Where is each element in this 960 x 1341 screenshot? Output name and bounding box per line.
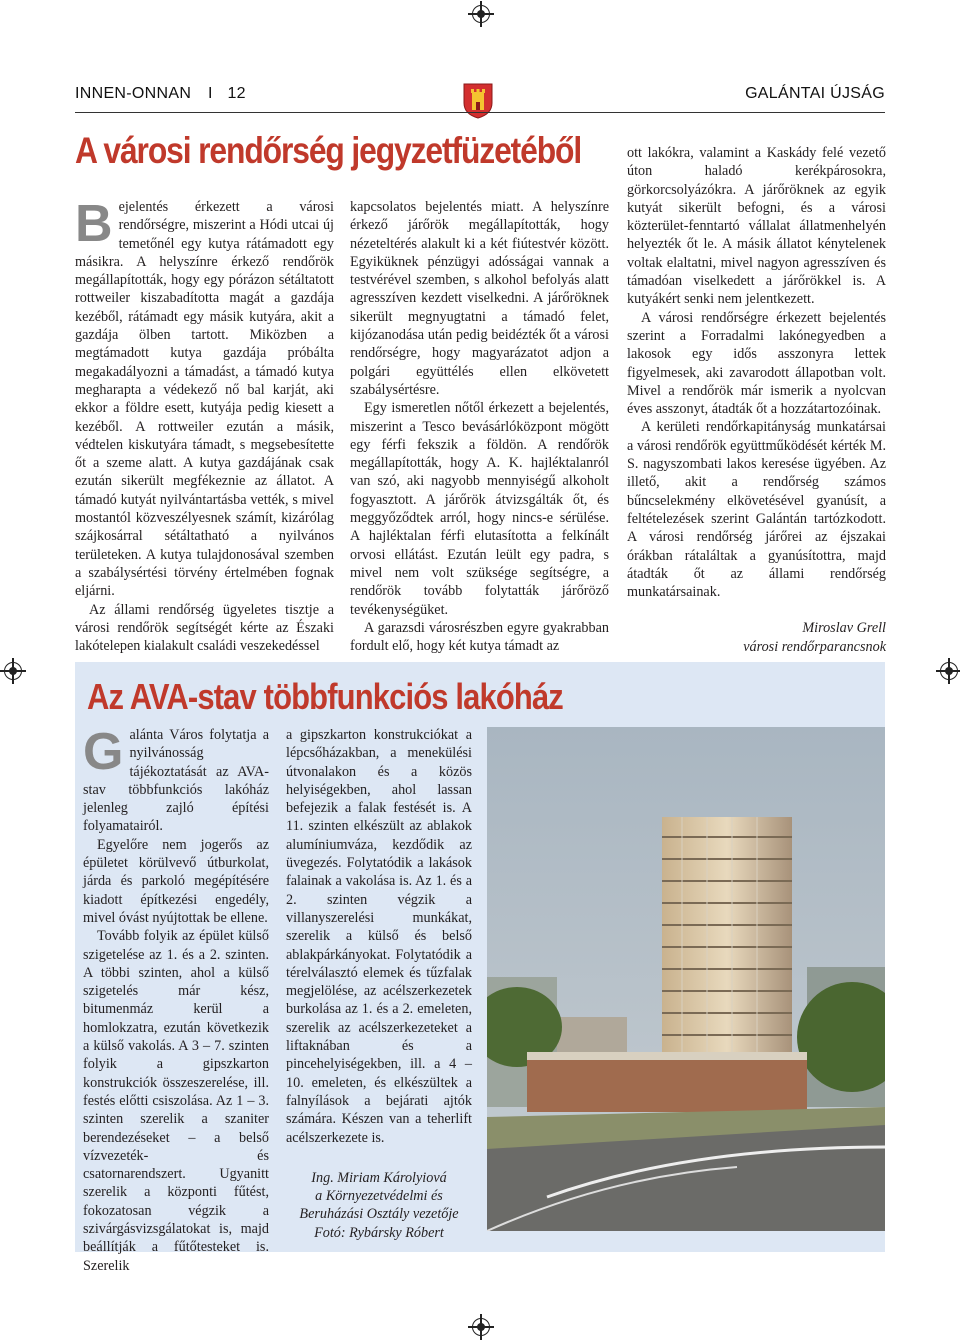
drop-cap: B (75, 195, 113, 253)
author-name: Ing. Miriam Károlyiová (311, 1169, 447, 1186)
building-photo-illustration (487, 727, 885, 1231)
city-crest-icon (463, 83, 493, 119)
paragraph: A kerületi rendőrkapitányság munkatársai a városi rendőrök együttműködését kérték M. S. nagyszombati lakos keresése ügyében. Az illető, akit a rendőrség számos bűncselekmény elkövetésével gyanúsít, a feltételezések szerint Galántán tartózkodott. A városi rendőrség járőrei az éjszakai órákban rátaláltak a gyanúsítottra, majd átadták őt az állami rendőrség munkatársainak. (627, 419, 886, 601)
article1-column-1 (75, 195, 334, 655)
paragraph: A garazsdi városrészben egyre gyakrabban fordult elő, hogy két kutya támadt az (350, 619, 609, 655)
running-header-left (75, 85, 246, 103)
building-photo (487, 727, 885, 1231)
article2-box (75, 662, 885, 1274)
header-separator: I (207, 85, 213, 102)
registration-mark-icon (4, 662, 22, 680)
paragraph: Bejelentés érkezett a városi rendőrségre, miszerint a Hódi utcai új temetőnél egy kutya rátámadott egy másikra. A helyszínre érkező rendőrök megállapították, hogy egy pórázon sétáltatott rottweiler kiszabadította magát a gazdája kezéből, rátámadt egy másik kutyára, akit a gazdája ölben tartott. Miközben a megtámadott kutya gazdája próbálta megakadályozni a támadást, a támadó kutya megharapta a védekező nő bal karját, aki ekkor a földre esett, kutyája pedig kiesett a kezéből. A rottweiler ezután a másik, védtelen kiskutyára támadt, s megsebesítette őt a szeme alatt. A kutya gazdájának csak ezután sikerült megfékeznie az állatot. A támadó kutyát nyilvántartásba vették, s mivel mostantól közveszélyesnek számít, kizárólag szájkosárral sétáltatható a nyilvános területeken. A kutya tulajdonosával szemben a szabálysértési törvény értelmében fognak eljárni. (75, 195, 334, 600)
article-title: A városi rendőrség jegyzetfüzetéből (75, 130, 582, 171)
section-name: INNEN-ONNAN (75, 85, 192, 102)
registration-mark-icon (940, 662, 958, 680)
page-number: 12 (227, 85, 246, 102)
paragraph: kapcsolatos bejelentés miatt. A helyszínre érkező járőrök megállapították, hogy nézeteltérés alakult ki a két fiútestvér között. Egyiküknek pénzügyi adósságai vannak a testvérével szemben, s alkohol befolyás alatt agresszíven kezdett viselkedni. A járőröknek sikerült megnyugtatni a támadó felet, kijózanodása után pedig beidézték őt a városi rendőrségre, hogy magyarázatot adjon a polgári együttélés ellen elkövetett szabálysértésre. (350, 199, 609, 398)
paragraph: A városi rendőrségre érkezett bejelentés szerint a Forradalmi lakónegyedben a lakosok egy idős asszonyra lettek figyelmesek, aki zavarodott állapotban volt. Mivel a rendőrök már ismerik a nyolcvan éves asszonyt, átadták őt a hozzátartozóinak. (627, 309, 886, 418)
paragraph: a gipszkarton konstrukciókat a lépcsőházakban, a menekülési útvonalakon és a közös helyiségekben, ahol lassan befejezik a falak festését is. A 11. szinten elkészült az ablakok alumíniumváza, kezdődik az üvegezés. Folytatódik a lakások falainak a vakolása is. Az 1. és a 2. szinten végzik a villanyszerelési munkákat, szerelik a külső és belső ablakpárkányokat. Folytatódik a térelválasztó elemek és tűzfalak megjelölése, az acélszerkezetek burkolása az 1. és a 2. emeleten, szerelik az acélszerkezeteket a liftaknában és a pincehelyiségekben, ill. a 4 – 10. emeleten, és elkészültek a falnyílások a bejárati ajtók számára. Készen van a teherlift acélszerkezete is. (286, 727, 472, 1146)
article1-column-2 (350, 198, 609, 655)
paragraph: ott lakókra, valamint a Kaskády felé vezető úton haladó kerékpárosokra, görkorcsolyázókra. A járőröknek az egyik kutyát sikerült befogni, és a városi közterület-fenntartó vállalat állatmenhelyén helyezték őt le. A másik állatot kénytelenek voltak elaltatni, mivel nagyon agresszíven és támadóan viselkedett a járőrökkel is. A kutyákért senki nem jelentkezett. (627, 145, 886, 308)
article-title: Az AVA-stav többfunkciós lakóház (87, 676, 563, 717)
paragraph: Egyelőre nem jogerős az épületet körülvevő útburkolat, járda és parkoló megépítésére kiadott építkezési engedély, mivel óvást nyújtottak be ellene. (83, 836, 269, 926)
paragraph: Egy ismeretlen nőtől érkezett a bejelentés, miszerint a Tesco bevásárlóközpont mögött egy férfi fekszik a földön. A rendőrök megállapították, hogy A. K. hajléktalanról van szó, aki nagyobb mennyiségű alkoholt fogyasztott. A járőrök átvizsgálták őt, és meggyőződtek arról, hogy nincs-e sérülése. A hajléktalan férfi elutasította a felkínált orvosi ellátást. Ezután leült egy padra, s mivel nem volt szüksége segítségre, a rendőrök tovább folytatták járőröző tevékenységüket. (350, 400, 609, 618)
article1-column-3 (627, 144, 886, 656)
author-title: városi rendőrparancsnok (743, 638, 886, 655)
author-title: a Környezetvédelmi és Beruházási Osztály vezetője (299, 1188, 459, 1223)
header-rule (75, 112, 885, 113)
paragraph: Tovább folyik az épület külső szigetelése az 1. és a 2. szinten. A többi szinten, ahol a külső szigetelés már kész, bitumenmáz kerül a homlokzatra, ezután következik a külső vakolás. A 3 – 7. szinten folyik a gipszkarton konstrukciók összeszerelése, ill. festés előtti csiszolása. Az 1 – 3. szinten szerelik a szaniter berendezéseket – a belső vízvezeték- és csatornarendszert. Ugyanitt szerelik a központi fűtést, fokozatosan végzik a szivárgásvizsgálatokat is, majd beállítják a fűtőtesteket is. Szerelik (83, 928, 269, 1274)
paragraph: Galánta Város folytatja a nyilvánosság tájékoztatását az AVA-stav többfunkciós lakóház jelenleg zajló építési folyamatairól. (83, 723, 269, 835)
drop-cap: G (83, 723, 124, 781)
paragraph: Az állami rendőrség ügyeletes tisztje a városi rendőrök segítségét kérte az Északi lakótelepen kialakult családi veszekedéssel (75, 601, 334, 655)
registration-mark-icon (472, 1318, 490, 1336)
article2-column-1 (83, 723, 269, 1275)
registration-mark-icon (472, 5, 490, 23)
author-name: Miroslav Grell (802, 620, 886, 637)
photo-credit: Fotó: Rybársky Róbert (314, 1224, 444, 1241)
newspaper-name: GALÁNTAI ÚJSÁG (745, 85, 885, 102)
article2-column-2 (286, 726, 472, 1242)
